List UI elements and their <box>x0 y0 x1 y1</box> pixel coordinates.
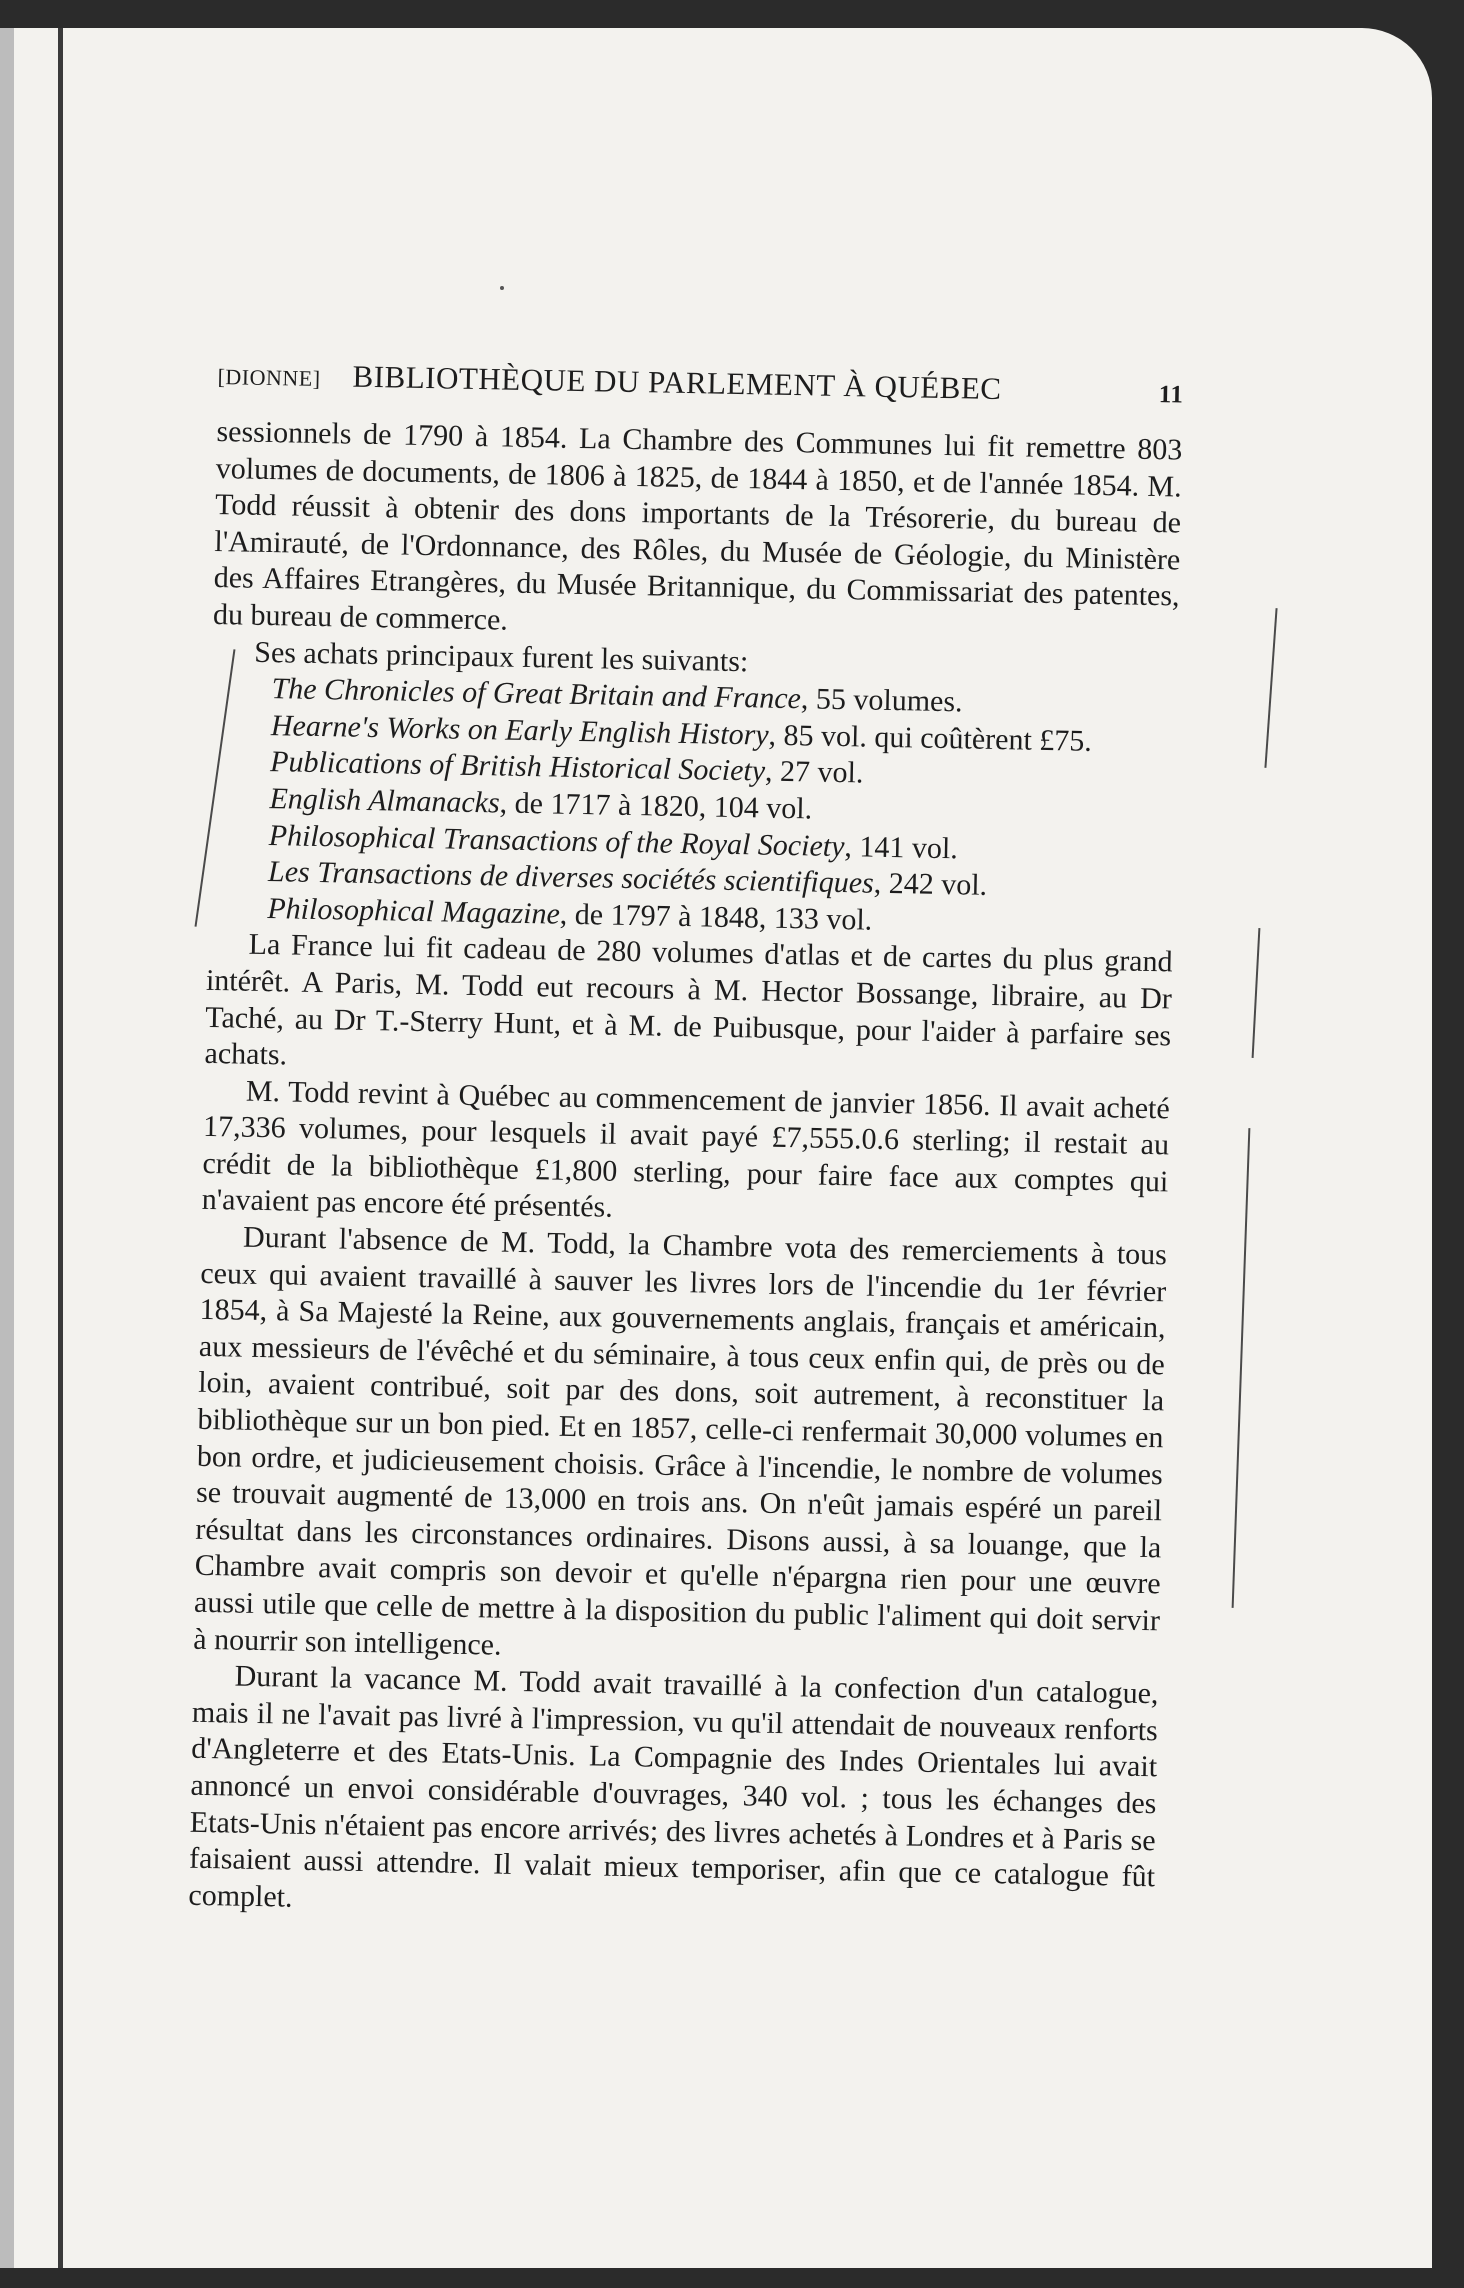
page-body <box>188 414 1183 1933</box>
work-detail: , de 1797 à 1848, 133 vol. <box>559 897 873 937</box>
pencil-margin-mark-right-upper <box>1264 608 1277 768</box>
work-title: Hearne's Works on Early English History <box>270 708 769 752</box>
page-title: BIBLIOTHÈQUE DU PARLEMENT À QUÉBEC <box>352 358 1002 407</box>
paragraph-6: Durant la vacance M. Todd avait travaillé à la confection d'un catalogue, mais il ne l'avait pas livré à l'impression, vu qu'il attendait de nouveaux renforts d'Angleterre et des Etats-Unis. La Compagnie des Indes Orientales lui avait annoncé un envoi considérable d'ouvrages, 340 vol. ; tous les échanges des Etats-Unis n'étaient pas encore arrivés; des livres achetés à Londres et à Paris se faisaient aussi attendre. Il valait mieux temporiser, afin que ce catalogue fût complet. <box>188 1659 1159 1914</box>
book-page <box>0 28 1432 2268</box>
work-detail: , 55 volumes. <box>800 682 963 719</box>
paragraph-3: La France lui fit cadeau de 280 volumes d'atlas et de cartes du plus grand intérêt. A Paris, M. Todd eut recours à M. Hector Bossange, libraire, au Dr Taché, au Dr T.-Sterry Hunt, et à M. de Puibusque, pour l'aider à parfaire ses achats. <box>204 928 1173 1072</box>
paragraph-5: Durant l'absence de M. Todd, la Chambre vota des remerciements à tous ceux qui avaient travaillé à sauver les livres lors de l'incendie du 1er février 1854, à Sa Majesté la Reine, aux gouvernements anglais, français et américain, aux messieurs de l'évêché et du séminaire, à tous ceux enfin qui, de près ou de loin, avaient contribué, soit par des dons, soit autrement, à reconstituer la bibliothèque sur un bon pied. Et en 1857, celle-ci renfermait 30,000 volumes en bon ordre, et judicieusement choisis. Grâce à l'incendie, le nombre de volumes se trouvait augmenté de 13,000 en trois ans. On n'eût jamais espéré un pareil résultat dans les circonstances ordinaires. Disons aussi, à sa louange, que la Chambre avait compris son devoir et qu'elle n'épargna rien pour une œuvre aussi utile que celle de mettre à la disposition du public l'aliment qui doit servir à nourrir son intelligence. <box>193 1220 1168 1662</box>
paragraph-2: Ses achats principaux furent les suivants: <box>254 635 749 678</box>
work-title: Philosophical Magazine <box>267 891 561 931</box>
work-title: Publications of British Historical Society <box>269 745 766 788</box>
author-tag: [DIONNE] <box>217 363 321 391</box>
text-block <box>188 356 1184 1933</box>
work-title: Philosophical Transactions of the Royal Society <box>268 818 845 863</box>
purchase-list <box>207 670 1178 945</box>
page-number: 11 <box>1158 381 1184 409</box>
book-spine-line <box>58 28 63 2268</box>
paragraph-1: sessionnels de 1790 à 1854. La Chambre des Communes lui fit remettre 803 volumes de documents, de 1806 à 1825, de 1844 à 1850, et de l'année 1854. M. Todd réussit à obtenir des dons importants de la Trésorerie, du bureau de l'Amirauté, de l'Ordonnance, des Rôles, du Musée de Géologie, du Ministère des Affaires Etrangères, du Musée Britannique, du Commissariat des patentes, du bureau de commerce. <box>212 414 1183 637</box>
work-detail: , de 1717 à 1820, 104 vol. <box>499 786 813 826</box>
work-title: The Chronicles of Great Britain and France <box>271 672 802 716</box>
work-detail: , 27 vol. <box>764 754 864 790</box>
ink-speck <box>500 286 504 290</box>
work-detail: , 242 vol. <box>873 866 988 902</box>
work-title: English Almanacks <box>269 782 501 820</box>
pencil-margin-mark-right-lower <box>1232 1128 1251 1608</box>
paragraph-4: M. Todd revint à Québec au commencement de janvier 1856. Il avait acheté 17,336 volumes, pour lesquels il avait payé £7,555.0.6 sterling; il restait au crédit de la bibliothèque £1,800 sterling, pour faire face aux comptes qui n'avaient pas encore été présentés. <box>201 1074 1171 1225</box>
work-detail: , 141 vol. <box>844 829 959 865</box>
work-title: Les Transactions de diverses sociétés scientifiques <box>267 855 875 900</box>
running-head <box>217 356 1184 411</box>
work-detail: , 85 vol. qui coûtèrent £75. <box>768 718 1093 758</box>
pencil-margin-mark-right-middle <box>1252 928 1261 1058</box>
page-edge <box>0 28 14 2268</box>
